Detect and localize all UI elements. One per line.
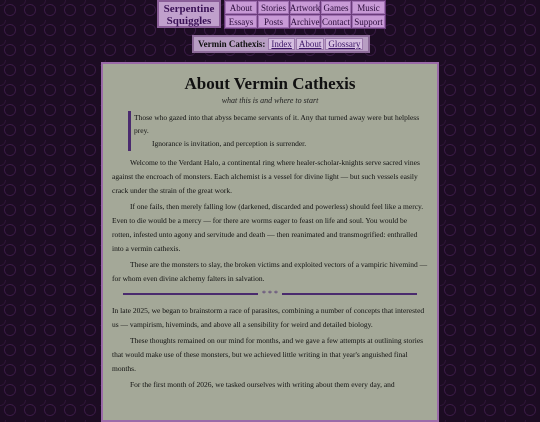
paragraph: In late 2025, we began to brainstorm a race of parasites, combining a number of concepts that interested us — vampirism, hiveminds, and above all a sensibility for weird and detailed biology. [112,306,425,329]
subnav-index-link[interactable]: Index [268,38,295,50]
site-logo[interactable] [157,0,221,28]
epigraph-bar [128,111,131,151]
main-nav [224,0,386,29]
paragraph: If one fails, then merely falling low (darkened, discarded and powerless) should feel like a mercy. Even to die would be a mercy — for there are worms eager to feast on life and soul. You would be rotten, infested unto agony and servitude and death — then reanimated and transmogrified: enthralled into a vermin cathexis. [112,202,424,253]
divider-stars: * * * [262,289,278,298]
logo-line-1: Serpentine [163,3,215,15]
article-body [112,156,428,392]
divider-line-right [282,293,417,295]
paragraph: For the first month of 2026, we tasked ourselves with writing about them every day, and [130,380,395,389]
section-divider [112,289,428,298]
nav-artwork[interactable]: Artwork [289,2,321,13]
nav-posts[interactable]: Posts [258,15,289,28]
subnav-glossary-link[interactable]: Glossary [325,38,363,50]
nav-games[interactable]: Games [321,1,351,14]
main-content [101,62,439,422]
subnav-label: Vermin Cathexis: [198,39,266,49]
nav-support[interactable]: Support [352,15,385,28]
nav-stories[interactable]: Stories [258,1,289,14]
section-subnav [192,35,370,53]
epigraph-line-1: Those who gazed into that abyss became servants of it. Any that turned away were but helpless prey. [134,113,420,135]
divider-line-left [123,293,258,295]
page-subtitle: what this is and where to start [221,96,319,105]
logo-line-2: Squiggles [166,15,212,27]
epigraph-line-2: Ignorance is invitation, and perception is surrender. [152,139,307,148]
subnav-about-link[interactable]: About [296,38,325,50]
nav-contact[interactable]: Contact [322,16,350,27]
nav-archive[interactable]: Archive [290,16,320,27]
page-title: About Vermin Cathexis [184,74,356,93]
nav-about[interactable]: About [225,1,257,14]
paragraph: These are the monsters to slay, the broken victims and exploited vectors of a vampiric hivemind — for whom even divine alchemy falters in salvation. [112,260,428,283]
nav-essays[interactable]: Essays [225,15,257,28]
nav-music[interactable]: Music [352,1,385,14]
site-header [157,0,386,29]
epigraph [134,111,428,150]
paragraph: These thoughts remained on our mind for months, and we gave a few attempts at outlining stories that would make use of these monsters, but we achieved little writing in that year's anguished final months. [112,336,424,373]
paragraph: Welcome to the Verdant Halo, a continental ring where healer-scholar-knights serve sacred vines against the encroach of monsters. Each alchemist is a vessel for divine light — but such vessels easily crack under the strain of the great work. [112,158,420,195]
